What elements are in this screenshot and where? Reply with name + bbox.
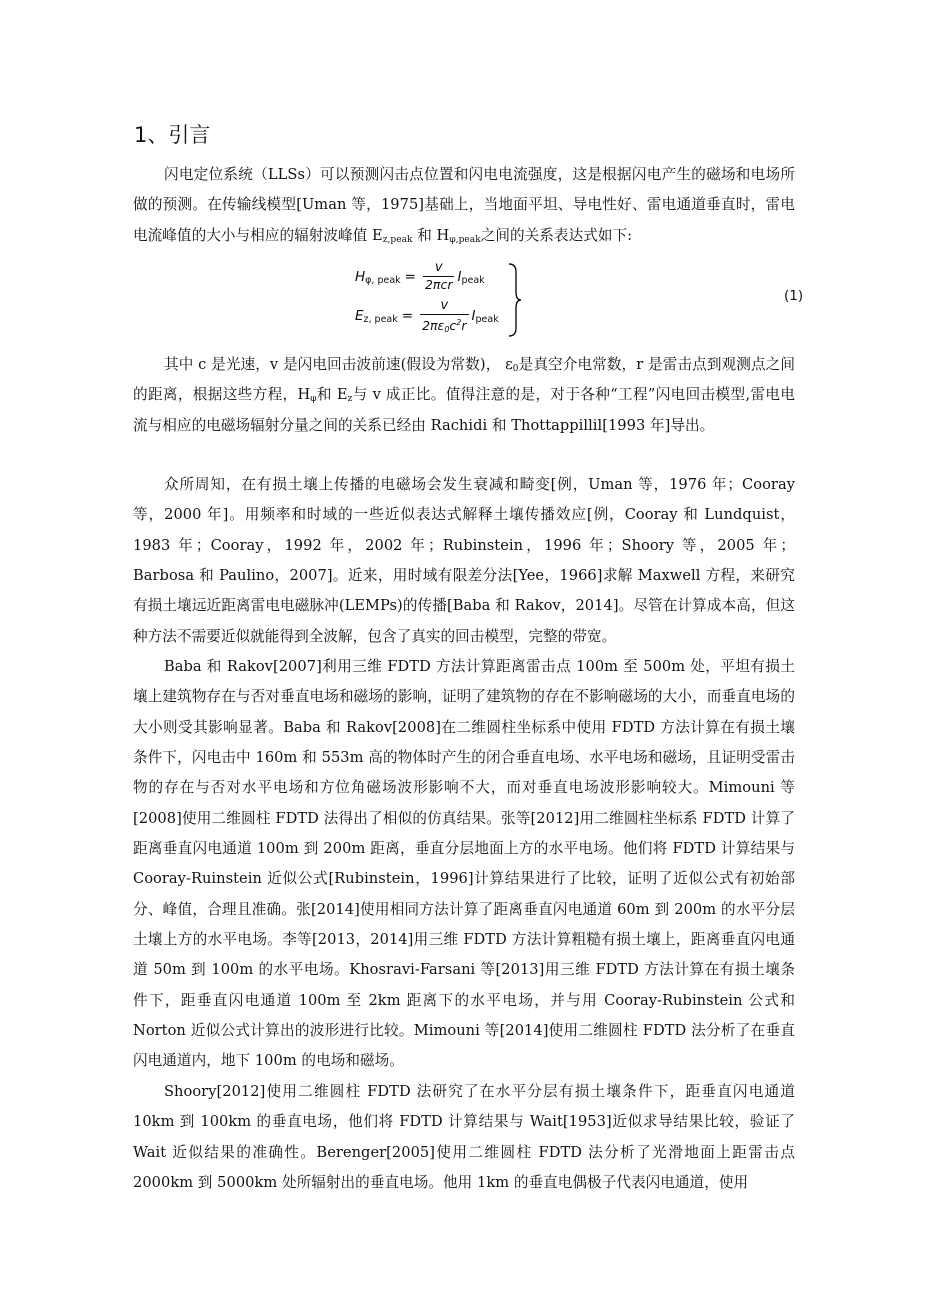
paragraph-fdtd-studies: Baba 和 Rakov[2007]利用三维 FDTD 方法计算距离雷击点 100m 至 500m 处，平坦有损土壤上建筑物存在与否对垂直电场和磁场的影响，证明了建筑物的存在不影响磁场的大小，而垂直电场的大小则受其影响显著。Baba 和 Rakov[2008]在二维圆柱坐标系中使用 FDTD 方法计算在有损土壤条件下，闪电击中 160m 和 553m 高的物体时产生的闭合垂直电场、水平电场和磁场，且证明受雷击物的存在与否对水平电场和方位角磁场波形影响不大，而对垂直电场波形影响较大。Mimouni 等[2008]使用二维圆柱 FDTD 法得出了相似的仿真结果。张等[2012]用二维圆柱坐标系 FDTD 计算了距离垂直闪电通道 100m 到 200m 距离，垂直分层地面上方的水平电场。他们将 FDTD 计算结果与 Cooray-Ruinstein 近似公式[Rubinstein，1996]计算结果进行了比较，证明了近似公式有初始部分、峰值，合理且准确。张[2014]使用相同方法计算了距离垂直闪电通道 60m 到 200m 的水平分层土壤上方的水平电场。李等[2013，2014]用三维 FDTD 方法计算粗糙有损土壤上，距离垂直闪电通道 50m 到 100m 的水平电场。Khosravi-Farsani 等[2013]用三维 FDTD 方法计算在有损土壤条件下，距垂直闪电通道 100m 至 2km 距离下的水平电场，并与用 Cooray-Rubinstein 公式和 Norton 近似公式计算出的波形进行比较。Mimouni 等[2014]使用二维圆柱 FDTD 法分析了在垂直闪电通道内，地下 100m 的电场和磁场。: [133, 658, 795, 1070]
equation-e-current: $I_{peak}$: [471, 308, 499, 326]
equation-e-lhs: $E_{z, peak}$: [355, 308, 398, 326]
equation-h-current: $I_{peak}$: [457, 268, 485, 286]
paragraph-intro-text-b: 和 H: [412, 226, 450, 244]
equation-h-fraction: [423, 260, 455, 293]
equation-e-line: $E_{z, peak}$ = $\frac{v}{2\pi\varepsilon_0c^2r}$ $I_{peak}$: [355, 298, 499, 335]
paragraph-intro-text-a: 闪电定位系统（LLSs）可以预测闪击点位置和闪电电流强度，这是根据闪电产生的磁场和电场所做的预测。在传输线模型[Uman 等，1975]基础上，当地面平坦、导电性好、雷电通道垂直时，雷电电流峰值的大小与相应的辐射波峰值 E: [133, 166, 795, 244]
section-title: 1、引言: [134, 123, 211, 147]
subscript-epsilon-zero: 0: [512, 364, 519, 374]
equation-e-numerator: v: [440, 298, 449, 313]
equation-e-fraction: [420, 298, 468, 334]
subscript-z: z: [347, 394, 353, 405]
right-brace-icon: [507, 262, 523, 338]
paragraph-soil-propagation: 众所周知，在有损土壤上传播的电磁场会发生衰减和畸变[例，Uman 等，1976 年；Cooray 等，2000 年]。用频率和时域的一些近似表达式解释土壤传播效应[例，Cooray 和 Lundquist，1983 年；Cooray，1992 年，2002 年；Rubinstein，1996 年；Shoory 等，2005 年；Barbosa 和 Paulino，2007]。近来，用时域有限差分法[Yee，1966]求解 Maxwell 方程，来研究有损土壤远近距离雷电电磁脉冲(LEMPs)的传播[Baba 和 Rakov，2014]。尽管在计算成本高，但这种方法不需要近似就能得到全波解，包含了真实的回击模型，完整的带宽。: [133, 476, 795, 645]
equation-h-lhs: $H_{\varphi, peak}$: [355, 268, 401, 286]
equation-block: [355, 258, 525, 340]
paragraph-intro: [133, 160, 795, 251]
equation-h-denominator: 2πcr: [424, 277, 453, 292]
equation-h-numerator: v: [434, 260, 443, 275]
subscript-phi-peak: φ,peak: [449, 234, 481, 245]
equation-number: (1): [784, 288, 804, 304]
paragraph-far-field-studies: Shoory[2012]使用二维圆柱 FDTD 法研究了在水平分层有损土壤条件下，距垂直闪电通道 10km 到 100km 的垂直电场，他们将 FDTD 计算结果与 Wait[1953]近似求导结果比较，验证了 Wait 近似结果的准确性。Berenger[2005]使用二维圆柱 FDTD 法分析了光滑地面上距雷击点 2000km 到 5000km 处所辐射出的垂直电场。他用 1km 的垂直电偶极子代表闪电通道，使用: [133, 1083, 795, 1192]
paragraph-equation-explanation: 其中 c 是光速，v 是闪电回击波前速(假设为常数)， $\varepsilon_0$是真空介电常数，r 是雷击点到观测点之间的距离，根据这些方程，$H_\varphi$和 $E_z$与 v 成正比。值得注意的是，对于各种“工程”闪电回击模型,雷电电流与相应的电磁场辐射分量之间的关系已经由 Rachidi 和 Thottappillil[1993 年]导出。: [133, 356, 796, 434]
equation-e-denominator: $2\pi\varepsilon_0c^2r$: [422, 318, 467, 335]
subscript-phi: φ: [310, 394, 317, 405]
equation-h-line: $H_{\varphi, peak}$ = $\frac{v}{\text{2πcr}}$ $I_{peak}$: [355, 260, 485, 292]
paragraph-intro-text-c: 之间的关系表达式如下:: [480, 226, 633, 244]
subscript-z-peak: z,peak: [382, 234, 413, 245]
